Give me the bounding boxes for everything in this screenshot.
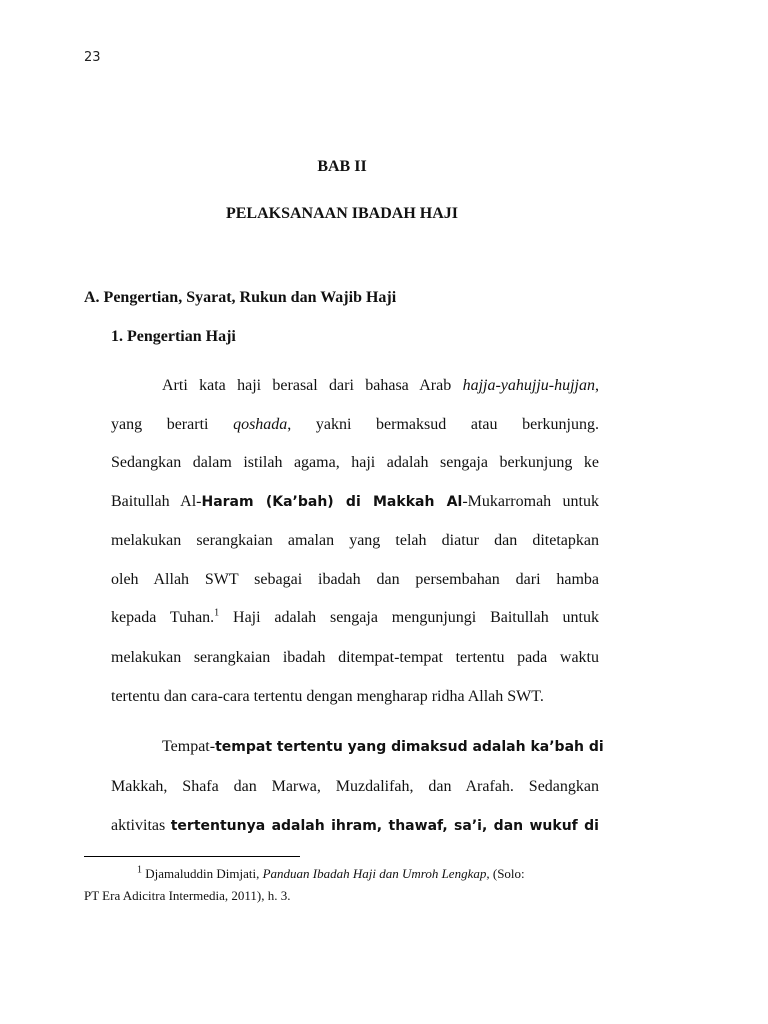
paragraph-line: Arti kata haji berasal dari bahasa Arab hajja-yahujju-hujjan, <box>162 377 599 394</box>
paragraph-line: tertentu dan cara-cara tertentu dengan mengharap ridha Allah SWT. <box>111 688 544 705</box>
footnote-divider <box>84 856 300 857</box>
paragraph-line: Tempat-tempat tertentu yang dimaksud adalah ka’bah di <box>162 738 604 755</box>
paragraph-line: melakukan serangkaian ibadah ditempat-tempat tertentu pada waktu <box>111 649 599 666</box>
paragraph-line: Baitullah Al-Haram (Ka’bah) di Makkah Al-Mukarromah untuk <box>111 493 599 510</box>
paragraph-line: Sedangkan dalam istilah agama, haji adalah sengaja berkunjung ke <box>111 454 599 471</box>
paragraph-line: kepada Tuhan.$^1$ Haji adalah sengaja mengunjungi Baitullah untuk <box>111 607 600 626</box>
footnote-line: $^1$ Djamaluddin Dimjati, Panduan Ibadah Haji dan Umroh Lengkap, (Solo: <box>137 864 525 881</box>
chapter-title: PELAKSANAAN IBADAH HAJI <box>225 205 459 222</box>
paragraph-line: aktivitas tertentunya adalah ihram, thawaf, sa’i, dan wukuf di <box>111 817 599 834</box>
paragraph-line: melakukan serangkaian amalan yang telah diatur dan ditetapkan <box>111 532 599 549</box>
section-heading: A. Pengertian, Syarat, Rukun dan Wajib Haji <box>84 289 397 306</box>
paragraph-line: Makkah, Shafa dan Marwa, Muzdalifah, dan Arafah. Sedangkan <box>111 778 599 795</box>
paragraph-line: oleh Allah SWT sebagai ibadah dan persembahan dari hamba <box>111 571 599 588</box>
chapter-heading: BAB II <box>317 158 367 175</box>
subsection-heading: 1. Pengertian Haji <box>111 328 236 345</box>
footnote-line: PT Era Adicitra Intermedia, 2011), h. 3. <box>84 888 291 903</box>
page-number: 23 <box>84 50 101 65</box>
footnote-ref: 1 <box>214 607 220 619</box>
paragraph-line: yang berarti qoshada, yakni bermaksud atau berkunjung. <box>111 416 599 433</box>
